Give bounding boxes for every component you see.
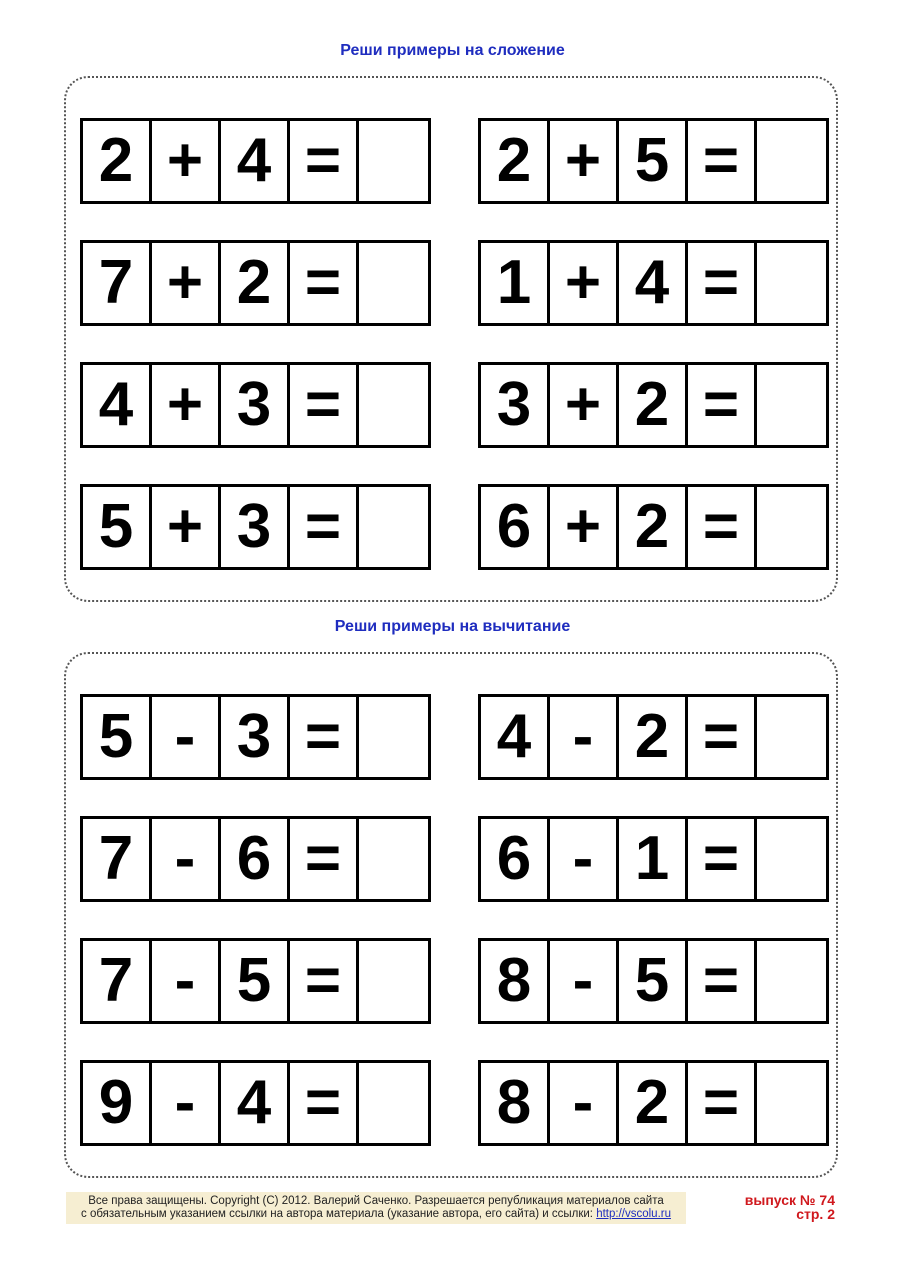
- equals-cell: =: [688, 243, 757, 323]
- operator-cell: +: [152, 243, 221, 323]
- subtraction-example: [80, 938, 431, 1024]
- number-b-cell: 4: [619, 243, 688, 323]
- number-b-cell: 2: [619, 487, 688, 567]
- operator-cell: -: [152, 941, 221, 1021]
- addition-title: Реши примеры на сложение: [340, 42, 565, 59]
- addition-example: [80, 240, 431, 326]
- operator-cell: -: [550, 697, 619, 777]
- answer-cell[interactable]: [757, 243, 826, 323]
- addition-example: [80, 362, 431, 448]
- operator-cell: +: [550, 365, 619, 445]
- addition-grid: [66, 78, 836, 600]
- issue-info: [745, 1193, 835, 1221]
- issue-number: выпуск № 74: [744, 1192, 835, 1208]
- number-a-cell: 7: [83, 941, 152, 1021]
- operator-cell: -: [550, 941, 619, 1021]
- number-b-cell: 2: [221, 243, 290, 323]
- subtraction-example: [80, 1060, 431, 1146]
- number-b-cell: 5: [619, 941, 688, 1021]
- addition-example: [478, 484, 829, 570]
- number-a-cell: 3: [481, 365, 550, 445]
- answer-cell[interactable]: [757, 487, 826, 567]
- subtraction-example: [80, 816, 431, 902]
- operator-cell: +: [152, 487, 221, 567]
- operator-cell: -: [152, 1063, 221, 1143]
- answer-cell[interactable]: [359, 121, 428, 201]
- number-a-cell: 7: [83, 819, 152, 899]
- operator-cell: -: [550, 819, 619, 899]
- operator-cell: +: [152, 121, 221, 201]
- equals-cell: =: [290, 697, 359, 777]
- number-a-cell: 2: [83, 121, 152, 201]
- answer-cell[interactable]: [757, 365, 826, 445]
- number-b-cell: 1: [619, 819, 688, 899]
- subtraction-example: [478, 938, 829, 1024]
- number-b-cell: 3: [221, 697, 290, 777]
- subtraction-title: Реши примеры на вычитание: [334, 618, 571, 635]
- equals-cell: =: [688, 121, 757, 201]
- number-b-cell: 5: [619, 121, 688, 201]
- copyright-line-2-text: с обязательным указанием ссылки на автора материала (указание автора, его сайта) и ссылки:: [81, 1208, 597, 1220]
- number-b-cell: 4: [221, 121, 290, 201]
- answer-cell[interactable]: [359, 941, 428, 1021]
- number-a-cell: 5: [83, 697, 152, 777]
- answer-cell[interactable]: [757, 121, 826, 201]
- answer-cell[interactable]: [359, 819, 428, 899]
- number-a-cell: 6: [481, 819, 550, 899]
- equals-cell: =: [290, 121, 359, 201]
- answer-cell[interactable]: [359, 243, 428, 323]
- page-number: стр. 2: [796, 1206, 835, 1222]
- copyright-line-2: [66, 1208, 686, 1221]
- equals-cell: =: [688, 487, 757, 567]
- number-a-cell: 9: [83, 1063, 152, 1143]
- subtraction-panel: [64, 652, 838, 1178]
- number-b-cell: 4: [221, 1063, 290, 1143]
- operator-cell: +: [550, 121, 619, 201]
- addition-example: [80, 484, 431, 570]
- addition-example: [478, 240, 829, 326]
- number-b-cell: 3: [221, 365, 290, 445]
- number-b-cell: 2: [619, 365, 688, 445]
- operator-cell: +: [152, 365, 221, 445]
- number-a-cell: 4: [83, 365, 152, 445]
- answer-cell[interactable]: [757, 819, 826, 899]
- answer-cell[interactable]: [359, 365, 428, 445]
- site-link[interactable]: http://vscolu.ru: [596, 1208, 671, 1220]
- copyright-line-1: Все права защищены. Copyright (C) 2012. Валерий Саченко. Разрешается републикация материалов сайта: [88, 1195, 664, 1207]
- operator-cell: -: [152, 697, 221, 777]
- operator-cell: +: [550, 487, 619, 567]
- number-a-cell: 8: [481, 941, 550, 1021]
- answer-cell[interactable]: [757, 1063, 826, 1143]
- number-b-cell: 6: [221, 819, 290, 899]
- number-b-cell: 2: [619, 697, 688, 777]
- answer-cell[interactable]: [757, 697, 826, 777]
- equals-cell: =: [290, 243, 359, 323]
- answer-cell[interactable]: [359, 1063, 428, 1143]
- equals-cell: =: [688, 1063, 757, 1143]
- answer-cell[interactable]: [757, 941, 826, 1021]
- number-a-cell: 8: [481, 1063, 550, 1143]
- number-a-cell: 4: [481, 697, 550, 777]
- number-a-cell: 7: [83, 243, 152, 323]
- subtraction-grid: [66, 654, 836, 1176]
- addition-example: [478, 118, 829, 204]
- number-b-cell: 5: [221, 941, 290, 1021]
- number-a-cell: 2: [481, 121, 550, 201]
- operator-cell: +: [550, 243, 619, 323]
- equals-cell: =: [688, 819, 757, 899]
- subtraction-example: [478, 694, 829, 780]
- equals-cell: =: [290, 1063, 359, 1143]
- addition-example: [80, 118, 431, 204]
- equals-cell: =: [688, 365, 757, 445]
- number-a-cell: 6: [481, 487, 550, 567]
- answer-cell[interactable]: [359, 487, 428, 567]
- subtraction-example: [478, 816, 829, 902]
- answer-cell[interactable]: [359, 697, 428, 777]
- number-a-cell: 5: [83, 487, 152, 567]
- equals-cell: =: [290, 941, 359, 1021]
- equals-cell: =: [290, 819, 359, 899]
- subtraction-example: [80, 694, 431, 780]
- equals-cell: =: [290, 365, 359, 445]
- addition-example: [478, 362, 829, 448]
- number-a-cell: 1: [481, 243, 550, 323]
- equals-cell: =: [290, 487, 359, 567]
- number-b-cell: 2: [619, 1063, 688, 1143]
- number-b-cell: 3: [221, 487, 290, 567]
- operator-cell: -: [152, 819, 221, 899]
- subtraction-example: [478, 1060, 829, 1146]
- copyright-footer: [66, 1192, 686, 1224]
- equals-cell: =: [688, 697, 757, 777]
- addition-panel: [64, 76, 838, 602]
- equals-cell: =: [688, 941, 757, 1021]
- operator-cell: -: [550, 1063, 619, 1143]
